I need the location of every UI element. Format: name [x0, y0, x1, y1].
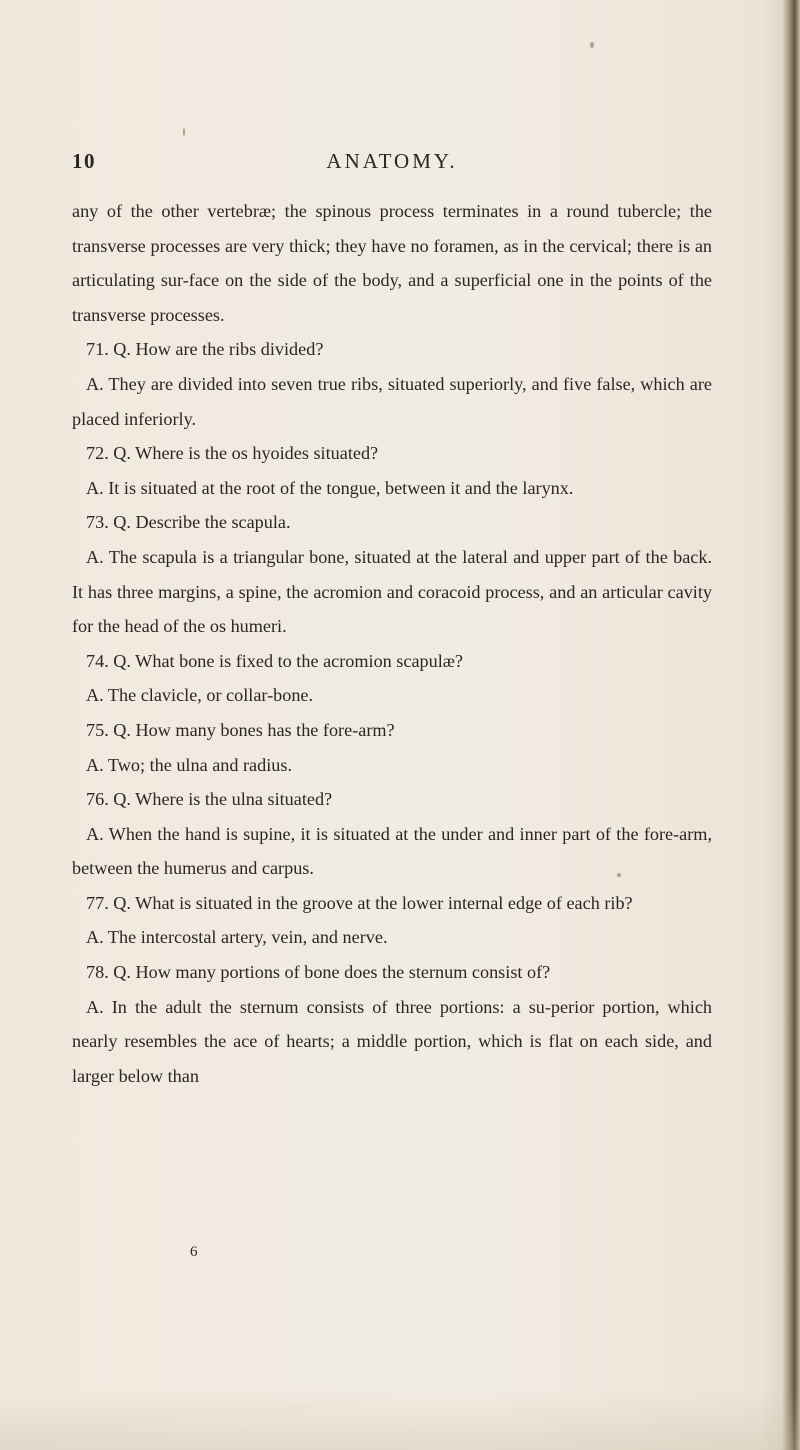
- page-bottom-shade: [0, 1390, 800, 1450]
- page-number: 10: [72, 149, 96, 173]
- question-76: 76. Q. Where is the ulna situated?: [86, 789, 333, 810]
- question-74: 74. Q. What bone is fixed to the acromion scapulæ?: [86, 650, 463, 671]
- ink-speck: [183, 128, 185, 136]
- answer-74: A. The clavicle, or collar-bone.: [86, 685, 314, 706]
- answer-72: A. It is situated at the root of the tongue, between it and the larynx.: [86, 477, 574, 498]
- paragraph-continuation: any of the other vertebræ; the spinous process terminates in a round tubercle; the transverse processes are very thick; they have no foramen, as in the cervical; there is an articulating sur-face on the side of the body, and a superficial one in the points of the transverse processes.: [72, 201, 712, 325]
- ink-speck: [590, 42, 594, 48]
- answer-78: A. In the adult the sternum consists of three portions: a su-perior portion, which nearly resembles the ace of hearts; a middle portion, which is flat on each side, and larger below than: [72, 996, 712, 1086]
- answer-77: A. The intercostal artery, vein, and nerve.: [86, 927, 388, 948]
- question-72: 72. Q. Where is the os hyoides situated?: [86, 443, 379, 464]
- question-75: 75. Q. How many bones has the fore-arm?: [86, 719, 395, 740]
- signature-mark: 6: [190, 1244, 198, 1260]
- answer-76: A. When the hand is supine, it is situated at the under and inner part of the fore-arm, between the humerus and carpus.: [72, 823, 712, 879]
- question-78: 78. Q. How many portions of bone does the sternum consist of?: [86, 962, 551, 983]
- page-edge-shadow: [782, 0, 800, 1450]
- answer-71: A. They are divided into seven true ribs, situated superiorly, and five false, which are placed inferiorly.: [72, 373, 712, 429]
- running-title: ANATOMY.: [326, 149, 458, 173]
- answer-73: A. The scapula is a triangular bone, situated at the lateral and upper part of the back. It has three margins, a spine, the acromion and coracoid process, and an articular cavity for the head of the os humeri.: [72, 546, 712, 637]
- page-header: [72, 149, 712, 179]
- body-text: [72, 194, 712, 1093]
- question-71: 71. Q. How are the ribs divided?: [86, 339, 324, 360]
- question-73: 73. Q. Describe the scapula.: [86, 512, 291, 533]
- question-77: 77. Q. What is situated in the groove at the lower internal edge of each rib?: [86, 892, 633, 913]
- answer-75: A. Two; the ulna and radius.: [86, 754, 292, 775]
